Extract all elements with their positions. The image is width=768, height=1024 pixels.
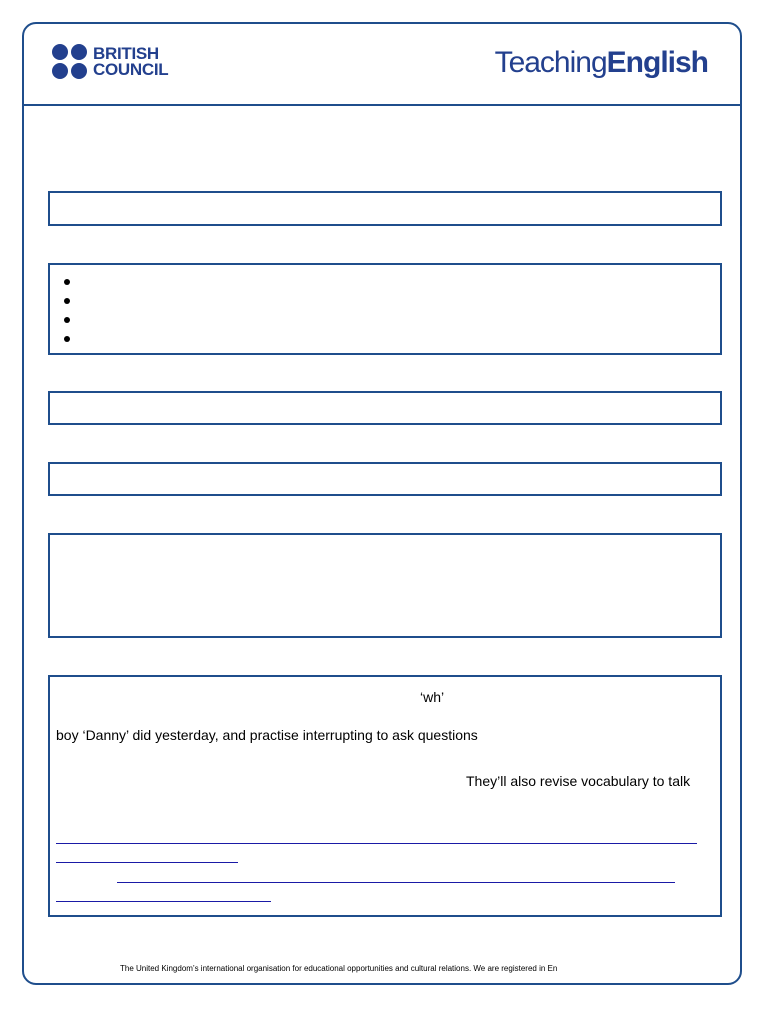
vocab-text: They’ll also revise vocabulary to talk — [466, 773, 691, 789]
teaching-english-logo — [495, 46, 708, 80]
hyperlink-underline[interactable] — [56, 901, 271, 902]
section-box-4 — [48, 462, 722, 496]
section-box-lesson — [48, 675, 722, 917]
bc-logo-line2: COUNCIL — [93, 59, 169, 79]
te-logo-bold: English — [606, 46, 708, 79]
danny-text: boy ‘Danny’ did yesterday, and practise interrupting to ask questions — [56, 727, 478, 743]
hyperlink-underline[interactable] — [117, 882, 675, 883]
british-council-logo — [52, 44, 168, 79]
header — [24, 24, 740, 106]
section-box-3 — [48, 391, 722, 425]
british-council-wordmark — [93, 43, 169, 79]
wh-text: ‘wh’ — [420, 689, 445, 705]
section-box-5 — [48, 533, 722, 638]
hyperlink-underline[interactable] — [56, 843, 697, 844]
hyperlink-underline[interactable] — [56, 862, 238, 863]
te-logo-light: Teaching — [494, 46, 607, 79]
footer-text: The United Kingdom’s international organisation for educational opportunities and cultural relations. We are registered in En — [120, 964, 558, 973]
british-council-dots-icon — [52, 44, 87, 79]
section-box-bullets — [48, 263, 722, 355]
bc-logo-line1: BRITISH — [93, 43, 159, 63]
section-box-1 — [48, 191, 722, 226]
